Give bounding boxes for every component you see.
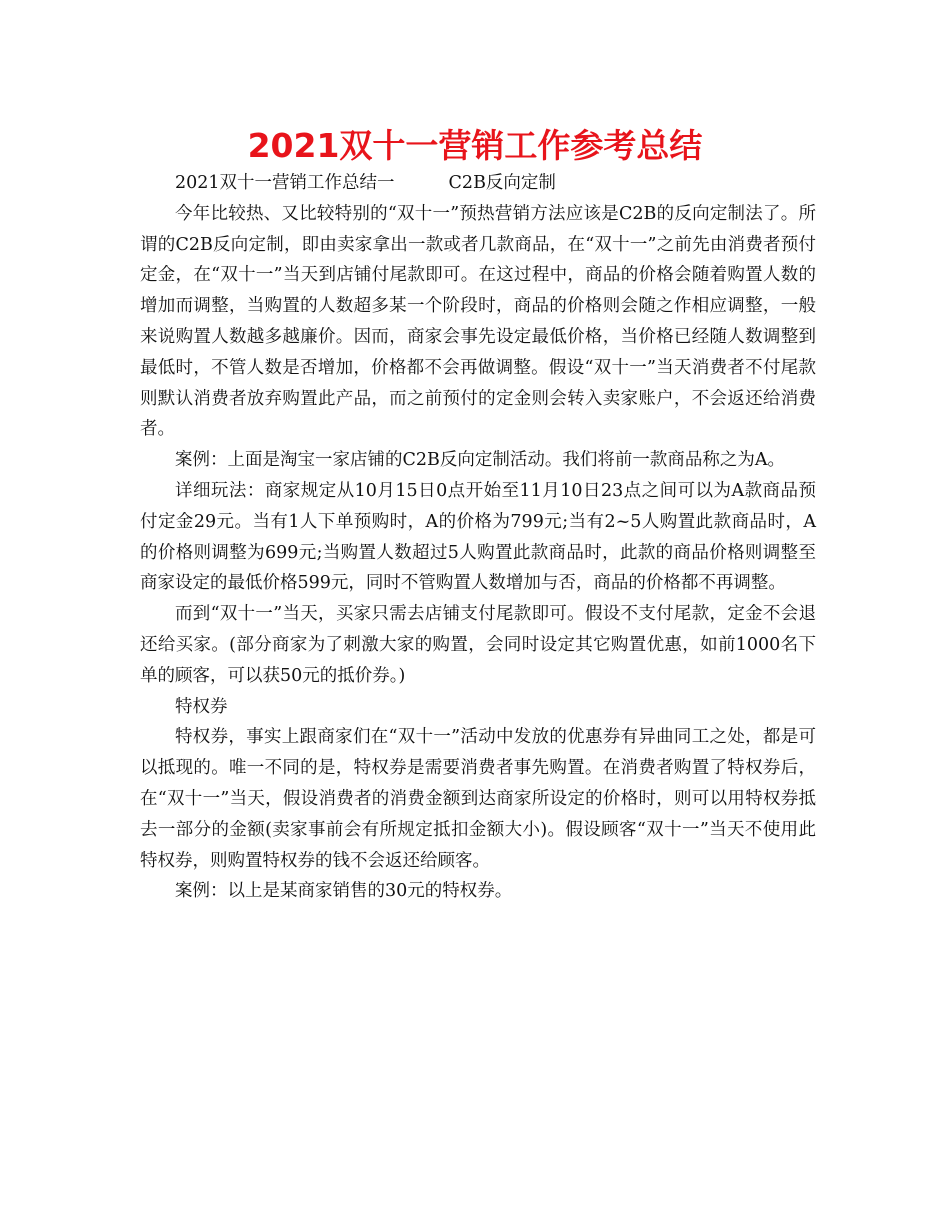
paragraph-c2b-intro: 今年比较热、又比较特别的“双十一”预热营销方法应该是C2B的反向定制法了。所谓的C2B反向定制，即由卖家拿出一款或者几款商品，在“双十一”之前先由消费者预付定金，在“双十一”当天到店铺付尾款即可。在这过程中，商品的价格会随着购置人数的增加而调整，当购置的人数超多某一个阶段时，商品的价格则会随之作相应调整，一般来说购置人数越多越廉价。因而，商家会事先设定最低价格，当价格已经随人数调整到最低时，不管人数是否增加，价格都不会再做调整。假设“双十一”当天消费者不付尾款则默认消费者放弃购置此产品，而之前预付的定金则会转入卖家账户，不会返还给消费者。 [140,203,816,440]
paragraph-case-1: 案例：上面是淘宝一家店铺的C2B反向定制活动。我们将前一款商品称之为A。 [175,450,786,471]
document-title: 2021双十一营销工作参考总结 [247,126,703,165]
paragraph-case-2: 案例：以上是某商家销售的30元的特权券。 [175,881,513,902]
section-heading-text: 2021双十一营销工作总结一 [175,173,395,193]
section-topic: C2B反向定制 [448,173,556,193]
paragraph-privilege-coupon: 特权券，事实上跟商家们在“双十一”活动中发放的优惠券有异曲同工之处，都是可以抵现的。唯一不同的是，特权券是需要消费者事先购置。在消费者购置了特权券后，在“双十一”当天，假设消费者的消费金额到达商家所设定的价格时，则可以用特权券抵去一部分的金额(卖家事前会有所规定抵扣金额大小)。假设顾客“双十一”当天不使用此特权券，则购置特权券的钱不会返还给顾客。 [140,727,816,871]
paragraph-detailed-rules: 详细玩法：商家规定从10月15日0点开始至11月10日23点之间可以为A款商品预付定金29元。当有1人下单预购时，A的价格为799元;当有2~5人购置此款商品时，A的价格则调整为699元;当购置人数超过5人购置此款商品时，此款的商品价格则调整至商家设定的最低价格599元，同时不管购置人数增加与否，商品的价格都不再调整。 [140,480,816,594]
section-heading [140,168,816,199]
paragraph-final-payment: 而到“双十一”当天，买家只需去店铺支付尾款即可。假设不支付尾款，定金不会退还给买家。(部分商家为了刺激大家的购置，会同时设定其它购置优惠，如前1000名下单的顾客，可以获50元的抵价券。) [140,604,816,686]
subheading-privilege-coupon: 特权券 [175,696,228,717]
document-body [140,168,816,907]
